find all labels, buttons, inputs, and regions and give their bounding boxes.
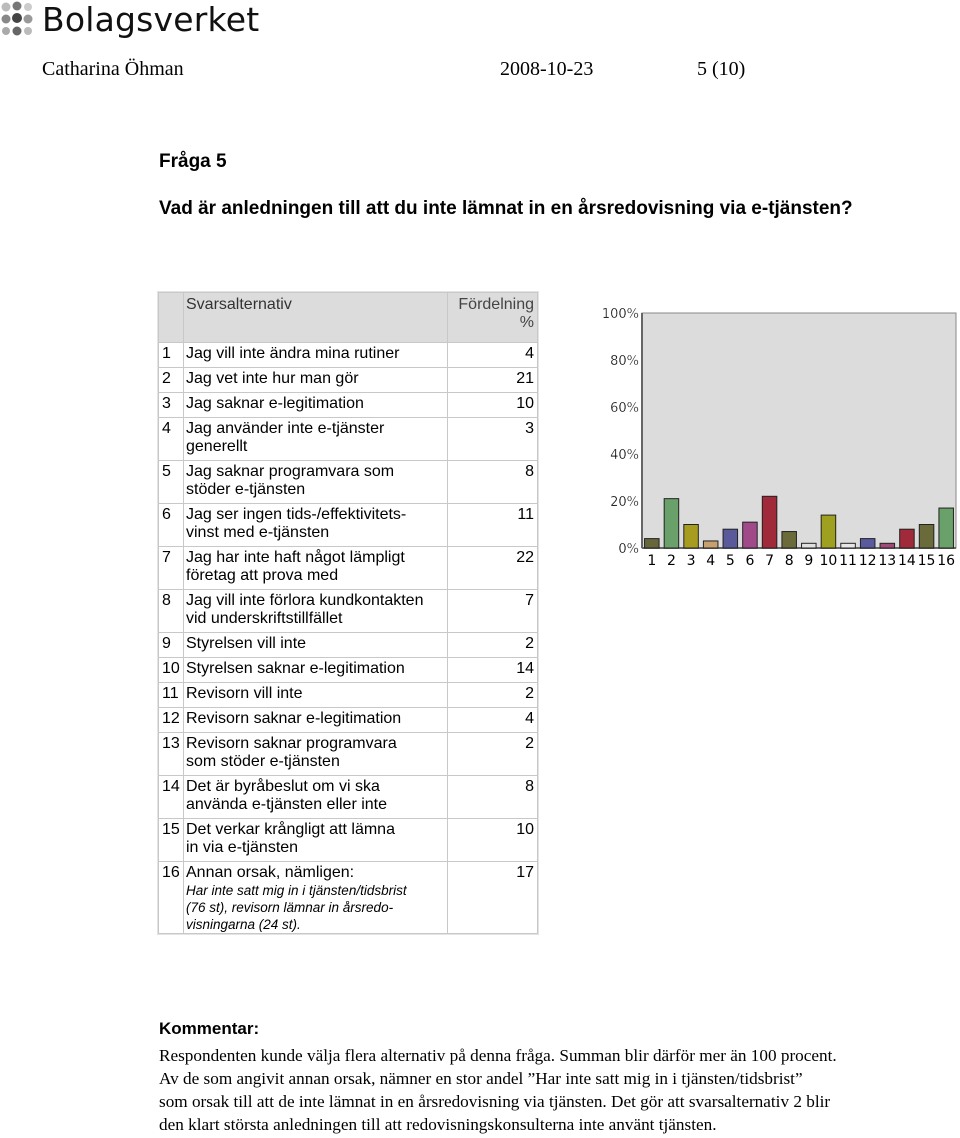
bar-8 [782,532,797,548]
x-tick-label: 15 [917,553,936,569]
x-tick-label: 1 [647,553,657,569]
table-row: 5 Jag saknar programvara som stöder e-tjänsten 8 [159,461,537,503]
bar-13 [880,543,895,548]
table-row: 16 Annan orsak, nämligen: Har inte satt mig in i tjänsten/tidsbrist (76 st), revisorn lämnar in årsredo- visningarna (24 st). 17 [159,862,537,933]
x-tick-label: 14 [898,553,916,569]
bar-12 [860,539,875,548]
bar-3 [684,525,699,549]
bar-9 [802,543,817,548]
x-tick-label: 4 [706,553,716,569]
column-header-distribution: Fördelning % [448,293,537,342]
bar-14 [900,529,915,548]
table-row: 13 Revisorn saknar programvara som stöder e-tjänsten 2 [159,733,537,775]
results-table [157,291,539,935]
bar-11 [841,543,856,548]
bar-2 [664,499,679,548]
table-row: 3 Jag saknar e-legitimation 10 [159,393,537,417]
y-tick-label: 0% [618,542,639,557]
x-tick-label: 10 [819,553,838,569]
y-tick-label: 100% [601,307,639,322]
table-row: 1 Jag vill inte ändra mina rutiner 4 [159,343,537,367]
x-tick-label: 13 [878,553,897,569]
other-reason-note: Har inte satt mig in i tjänsten/tidsbrist (76 st), revisorn lämnar in årsredo- visningarna (24 st). [186,883,407,932]
table-row: 15 Det verkar krångligt att lämna in via e-tjänsten 10 [159,819,537,861]
brand-name: Bolagsverket [42,0,260,39]
y-tick-label: 40% [610,448,639,463]
page-number: 5 (10) [697,58,746,80]
table-row: 12 Revisorn saknar e-legitimation 4 [159,708,537,732]
plot-area [642,313,956,548]
table-row: 8 Jag vill inte förlora kundkontakten vid underskriftstillfället 7 [159,590,537,632]
author-name: Catharina Öhman [42,58,184,80]
logo-dots-icon [0,0,40,44]
table-row: 7 Jag har inte haft något lämpligt företag att prova med 22 [159,547,537,589]
column-header-alternative: Svarsalternativ [184,293,447,342]
bar-10 [821,515,836,548]
bar-15 [919,525,934,549]
x-tick-label: 3 [686,553,696,569]
question-text: Vad är anledningen till att du inte lämnat in en årsredovisning via e-tjänsten? [159,198,853,219]
table-row: 2 Jag vet inte hur man gör 21 [159,368,537,392]
comment-heading: Kommentar: [159,1019,260,1038]
table-row: 9 Styrelsen vill inte 2 [159,633,537,657]
x-tick-label: 16 [937,553,956,569]
comment-line: som orsak till att de inte lämnat in en årsredovisning via tjänsten. Det gör att svarsalternativ 2 blir [159,1092,831,1111]
bar-1 [645,539,660,548]
comment-line: Respondenten kunde välja flera alternativ på denna fråga. Summan blir därför mer än 100 procent. [159,1046,837,1065]
bar-4 [703,541,718,548]
y-tick-label: 20% [610,495,639,510]
bar-5 [723,529,738,548]
y-tick-label: 60% [610,401,639,416]
x-tick-label: 12 [858,553,877,569]
x-tick-label: 6 [745,553,755,569]
bar-16 [939,508,954,548]
comment-body [159,1044,959,1136]
bar-6 [743,522,758,548]
table-row: 10 Styrelsen saknar e-legitimation 14 [159,658,537,682]
table-row: 4 Jag använder inte e-tjänster generellt 3 [159,418,537,460]
comment-line: Av de som angivit annan orsak, nämner en stor andel ”Har inte satt mig in i tjänsten/tidsbrist” [159,1069,803,1088]
comment-line: den klart största anledningen till att redovisningskonsulterna inte använt tjänsten. [159,1115,717,1134]
x-tick-label: 7 [765,553,775,569]
x-tick-label: 8 [784,553,794,569]
x-tick-label: 9 [804,553,814,569]
y-tick-label: 80% [610,354,639,369]
table-header-row [159,293,537,342]
x-tick-label: 2 [666,553,676,569]
question-heading: Fråga 5 [159,151,227,172]
bar-7 [762,496,777,548]
table-row: 11 Revisorn vill inte 2 [159,683,537,707]
results-bar-chart [600,300,960,575]
x-tick-label: 11 [839,553,857,569]
x-tick-label: 5 [725,553,735,569]
brand-logo [0,0,300,44]
document-date: 2008-10-23 [500,58,594,80]
table-row: 14 Det är byråbeslut om vi ska använda e-tjänsten eller inte 8 [159,776,537,818]
table-row: 6 Jag ser ingen tids-/effektivitets- vinst med e-tjänsten 11 [159,504,537,546]
